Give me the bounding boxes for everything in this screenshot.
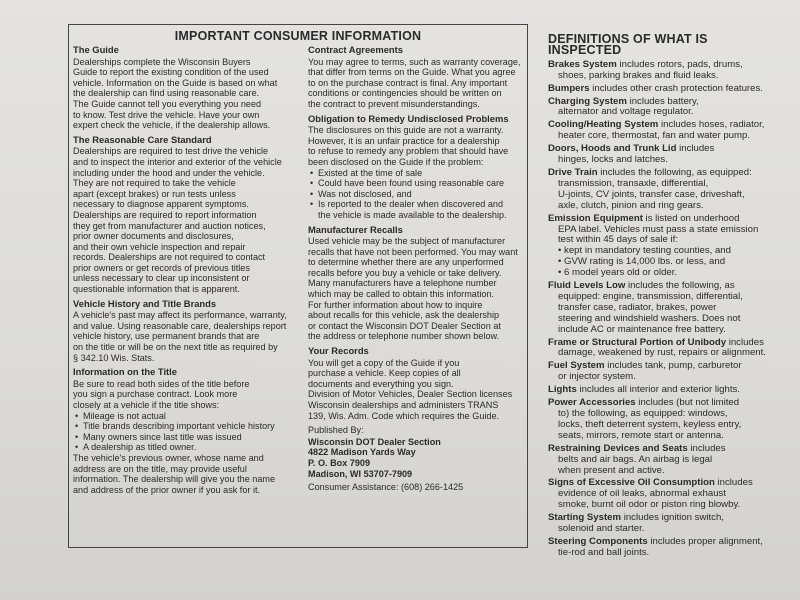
definition-term: Doors, Hoods and Trunk Lid xyxy=(548,143,677,155)
publisher-address: Wisconsin DOT Dealer Section 4822 Madison Yards Way P. O. Box 7909 Madison, WI 53707-7909 xyxy=(308,436,441,479)
definition-item xyxy=(548,537,784,559)
definition-term: Emission Equipment xyxy=(548,212,643,224)
definition-item xyxy=(548,398,784,442)
section-text: Used vehicle may be the subject of manufacturer recalls that have not been performed. You may want to determine whether there are any unperformed recalls before you buy a vehicle or take delivery. Many manufacturers have a telephone number which may be called to obtain this information. For further information about how to inquire about recalls for this vehicle, ask the dealership or contact the Wisconsin DOT Dealer Section at the address or telephone number shown below. xyxy=(308,236,518,342)
definition-item xyxy=(548,120,784,142)
definition-text: is listed on underhood xyxy=(642,212,740,224)
definitions-list xyxy=(548,60,784,559)
list-item: • A dealership as titled owner. xyxy=(83,442,291,453)
section-text: You may agree to terms, such as warranty coverage, that differ from terms on the Guide. What you agree to on the purchase contract is final. Any important conditions or contingencies should be written on the contract to prevent misunderstandings. xyxy=(308,56,521,109)
bullet-list xyxy=(73,411,291,453)
definition-continuation: belts and air bags. An airbag is legal when present and active. xyxy=(558,453,713,476)
section-title-info xyxy=(73,367,291,495)
definition-text: includes xyxy=(726,336,764,348)
definition-text: includes the following, as equipped: xyxy=(597,166,752,178)
definition-item xyxy=(548,97,784,119)
list-item: • Title brands describing important vehicle history xyxy=(83,421,291,432)
definition-continuation: damage, weakened by rust, repairs or alignment. xyxy=(558,347,766,359)
section-text: Dealerships complete the Wisconsin Buyers Guide to report the existing condition of the used vehicle. Information on the Guide is based on what the dealership can find using reasonable care. The Guide cannot tell you everything you need to know. Test drive the vehicle. Have your own expert check the vehicle, if the dealership allows. xyxy=(73,56,278,131)
section-heading: Vehicle History and Title Brands xyxy=(73,297,217,309)
consumer-assistance: Consumer Assistance: (608) 266-1425 xyxy=(308,482,464,493)
definition-item xyxy=(548,84,784,95)
section-remedy xyxy=(308,114,524,221)
definition-text: includes xyxy=(714,477,753,489)
definition-text: includes other crash protection features. xyxy=(589,82,763,94)
definition-continuation: tie-rod and ball joints. xyxy=(558,546,650,558)
section-recalls xyxy=(308,225,524,343)
definitions-title: DEFINITIONS OF WHAT IS INSPECTED xyxy=(548,32,708,57)
definition-item xyxy=(548,478,784,511)
box-title: IMPORTANT CONSUMER INFORMATION xyxy=(174,29,422,43)
definition-term: Brakes System xyxy=(548,58,617,70)
section-vehicle-history xyxy=(73,299,291,364)
definition-item xyxy=(548,144,784,166)
left-column xyxy=(73,45,291,499)
section-text: A vehicle's past may affect its performance, warranty, and value. Using reasonable care, dealerships report vehicle history, use permanent brands that are on the title or will be on the next title as required by § 342.10 Wis. Stats. xyxy=(73,310,287,363)
definition-item xyxy=(548,168,784,212)
definition-text: includes hoses, radiator, xyxy=(658,119,765,131)
section-heading: Manufacturer Recalls xyxy=(308,223,403,235)
list-item: • Was not disclosed, and xyxy=(318,189,524,200)
section-contract xyxy=(308,45,524,110)
definition-continuation: to) the following, as equipped: windows, locks, theft deterrent system, keyless entry, seats, mirrors, remote start or antenna. xyxy=(558,408,742,441)
list-item: • Could have been found using reasonable care xyxy=(318,178,524,189)
definition-continuation: transmission, transaxle, differential, U-joints, CV joints, transfer case, driveshaft, axle, clutch, pinion and ring gears. xyxy=(558,177,745,211)
definition-text: includes tank, pump, carburetor xyxy=(604,360,742,372)
section-text: The disclosures on this guide are not a warranty. However, it is an unfair practice for a dealership to refuse to remedy any problem that should have been disclosed on the Guide if the problem: xyxy=(308,125,509,167)
definition-item xyxy=(548,338,784,360)
definition-continuation: shoes, parking brakes and fluid leaks. xyxy=(558,69,719,81)
list-item: • Existed at the time of sale xyxy=(318,168,524,179)
section-heading: Contract Agreements xyxy=(308,44,403,55)
definition-term: Bumpers xyxy=(548,82,590,94)
definition-text: includes xyxy=(687,442,726,454)
definition-text: includes proper alignment, xyxy=(647,535,763,547)
section-the-guide xyxy=(73,45,291,131)
definition-continuation: evidence of oil leaks, abnormal exhaust smoke, burnt oil odor or piston ring blowby. xyxy=(558,488,741,511)
section-reasonable-care xyxy=(73,135,291,295)
definition-text: includes all interior and exterior lights. xyxy=(576,384,740,396)
definition-continuation: heater core, thermostat, fan and water pump. xyxy=(558,130,750,142)
definition-term: Lights xyxy=(548,384,577,396)
section-records xyxy=(308,346,524,421)
section-heading: Information on the Title xyxy=(73,366,177,378)
definition-continuation: solenoid and starter. xyxy=(558,523,645,535)
definition-continuation: alternator and voltage regulator. xyxy=(558,106,694,118)
section-text-after: The vehicle's previous owner, whose name and address are on the title, may provide useful information. The dealership will give you the name and address of the prior owner if you ask for it. xyxy=(73,452,276,495)
definition-term: Restraining Devices and Seats xyxy=(548,442,688,454)
definition-term: Frame or Structural Portion of Unibody xyxy=(548,336,727,348)
definition-term: Power Accessories xyxy=(548,397,636,409)
definition-continuation: EPA label. Vehicles must pass a state emission test within 45 days of sale if: • kept in mandatory testing counties, and • GVW rating is 14,000 lbs. or less, and • 6 model years old or older. xyxy=(558,223,759,279)
definition-term: Signs of Excessive Oil Consumption xyxy=(548,477,715,489)
definitions-panel xyxy=(548,34,784,561)
definition-term: Fuel System xyxy=(548,360,605,372)
definition-item xyxy=(548,281,784,336)
bullet-list xyxy=(308,168,524,221)
list-item: • Mileage is not actual xyxy=(83,411,291,422)
definition-item xyxy=(548,513,784,535)
definition-continuation: equipped: engine, transmission, differential, transfer case, radiator, brakes, power steering and windshield washers. Does not include AC or maintenance free battery. xyxy=(558,290,743,335)
definition-term: Fluid Levels Low xyxy=(548,280,626,292)
section-text: Dealerships are required to test drive the vehicle and to inspect the interior and exterior of the vehicle including under the hood and under the vehicle. They are not required to take the vehicle apart (except brakes) or run tests unless necessary to diagnose apparent symptoms. Dealerships are required to report information they get from manufacturer and auction notices, prior owner documents and disclosures, and their own vehicle inspection and repair records. Dealerships are not required to contact prior owners or get records of previous titles unless necessary to clear up inconsistent or questionable information that is apparent. xyxy=(73,146,282,295)
middle-column xyxy=(308,45,524,493)
definition-item xyxy=(548,444,784,477)
definition-text: includes ignition switch, xyxy=(621,512,724,524)
definition-term: Charging System xyxy=(548,95,627,107)
definition-item xyxy=(548,60,784,82)
definition-text: includes (but not limited xyxy=(635,397,740,409)
section-heading: The Guide xyxy=(73,44,119,55)
section-heading: The Reasonable Care Standard xyxy=(73,133,212,145)
definition-term: Steering Components xyxy=(548,535,648,547)
definition-item xyxy=(548,385,784,396)
list-item: • Is reported to the dealer when discovered and the vehicle is made available to the dealership. xyxy=(318,199,524,220)
definition-term: Starting System xyxy=(548,512,622,524)
definition-term: Cooling/Heating System xyxy=(548,119,659,131)
definition-text: includes the following, as xyxy=(625,280,735,292)
published-by: Published By: xyxy=(308,425,364,436)
consumer-information-box xyxy=(68,24,528,548)
list-item: • Many owners since last title was issued xyxy=(83,432,291,443)
section-heading: Your Records xyxy=(308,345,369,357)
definition-text: includes xyxy=(676,143,715,155)
definition-term: Drive Train xyxy=(548,166,598,178)
section-text: Be sure to read both sides of the title before you sign a purchase contract. Look more closely at a vehicle if the title shows: xyxy=(73,378,250,410)
definition-item xyxy=(548,214,784,279)
definition-text: includes battery, xyxy=(626,95,699,107)
definition-continuation: or injector system. xyxy=(558,371,636,383)
section-heading: Obligation to Remedy Undisclosed Problems xyxy=(308,112,509,124)
section-text: You will get a copy of the Guide if you purchase a vehicle. Keep copies of all documents and everything you sign. Division of Motor Vehicles, Dealer Section licenses Wisconsin dealerships and administers TRANS 139, Wis. Adm. Code which requires the Guide. xyxy=(308,357,513,421)
definition-text: includes rotors, pads, drums, xyxy=(616,58,743,70)
definition-continuation: hinges, locks and latches. xyxy=(558,154,668,166)
definition-item xyxy=(548,361,784,383)
